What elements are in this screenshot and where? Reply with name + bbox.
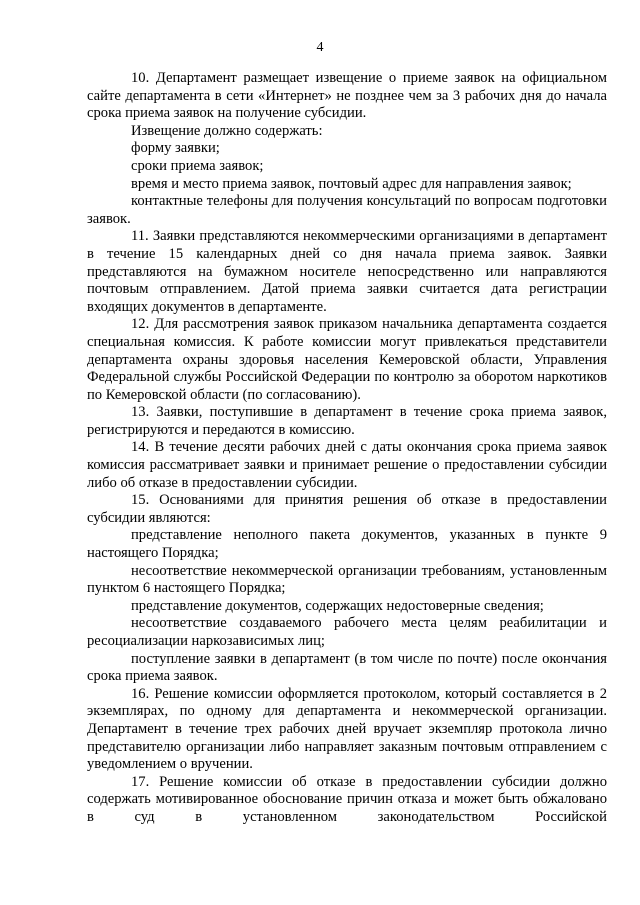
refusal-ground-late: поступление заявки в департамент (в том числе по почте) после окончания срока приема заявок.: [87, 650, 607, 685]
notice-item-deadlines: сроки приема заявок;: [131, 157, 264, 174]
page-number: 4: [316, 40, 324, 55]
paragraph-16: 16. Решение комиссии оформляется протоколом, который составляется в 2 экземплярах, по одному для департамента и некоммерческой организации. Департамент в течение трех рабочих дней вручает экземпляр протокола лично представителю организации либо направляет заказным почтовым отправлением с уведомлением о вручении.: [87, 685, 607, 773]
notice-content-intro: Извещение должно содержать:: [131, 122, 323, 139]
paragraph-12: 12. Для рассмотрения заявок приказом начальника департамента создается специальная комиссия. К работе комиссии могут привлекаться представители департамента охраны здоровья населения Кемеровской области, Управления Федеральной службы Российской Федерации по контролю за оборотом наркотиков по Кемеровской области (по согласованию).: [87, 316, 607, 403]
notice-item-form: форму заявки;: [131, 140, 220, 157]
paragraph-10: 10. Департамент размещает извещение о приеме заявок на официальном сайте департамента в сети «Интернет» не позднее чем за 3 рабочих дня до начала срока приема заявок на получение субсидии.: [87, 70, 607, 122]
refusal-ground-job-mismatch: несоответствие создаваемого рабочего места целям реабилитации и ресоциализации наркозависимых лиц;: [87, 615, 607, 649]
paragraph-17: 17. Решение комиссии об отказе в предоставлении субсидии должно содержать мотивированное обоснование причин отказа и может быть обжаловано в суд в установленном законодательством Российской: [87, 773, 607, 825]
refusal-ground-noncompliance: несоответствие некоммерческой организации требованиям, установленным пунктом 6 настоящего Порядка;: [87, 562, 607, 597]
paragraph-14: 14. В течение десяти рабочих дней с даты окончания срока приема заявок комиссия рассматривает заявки и принимает решение о предоставлении субсидии либо об отказе в предоставлении субсидии.: [87, 439, 607, 491]
paragraph-11: 11. Заявки представляются некоммерческими организациями в департамент в течение 15 календарных дней со дня начала приема заявок. Заявки представляются на бумажном носителе непосредственно или направляются почтовым отправлением. Датой приема заявки считается дата регистрации входящих документов в департаменте.: [87, 228, 607, 315]
notice-item-contacts: контактные телефоны для получения консультаций по вопросам подготовки заявок.: [87, 193, 607, 227]
refusal-ground-incomplete: представление неполного пакета документов, указанных в пункте 9 настоящего Порядка;: [87, 527, 607, 562]
paragraph-15: 15. Основаниями для принятия решения об отказе в предоставлении субсидии являются:: [87, 492, 607, 526]
document-body: [87, 70, 607, 827]
notice-item-time-place: время и место приема заявок, почтовый адрес для направления заявок;: [131, 175, 572, 192]
paragraph-13: 13. Заявки, поступившие в департамент в течение срока приема заявок, регистрируются и передаются в комиссию.: [87, 404, 607, 438]
refusal-ground-false-data: представление документов, содержащих недостоверные сведения;: [131, 597, 544, 614]
